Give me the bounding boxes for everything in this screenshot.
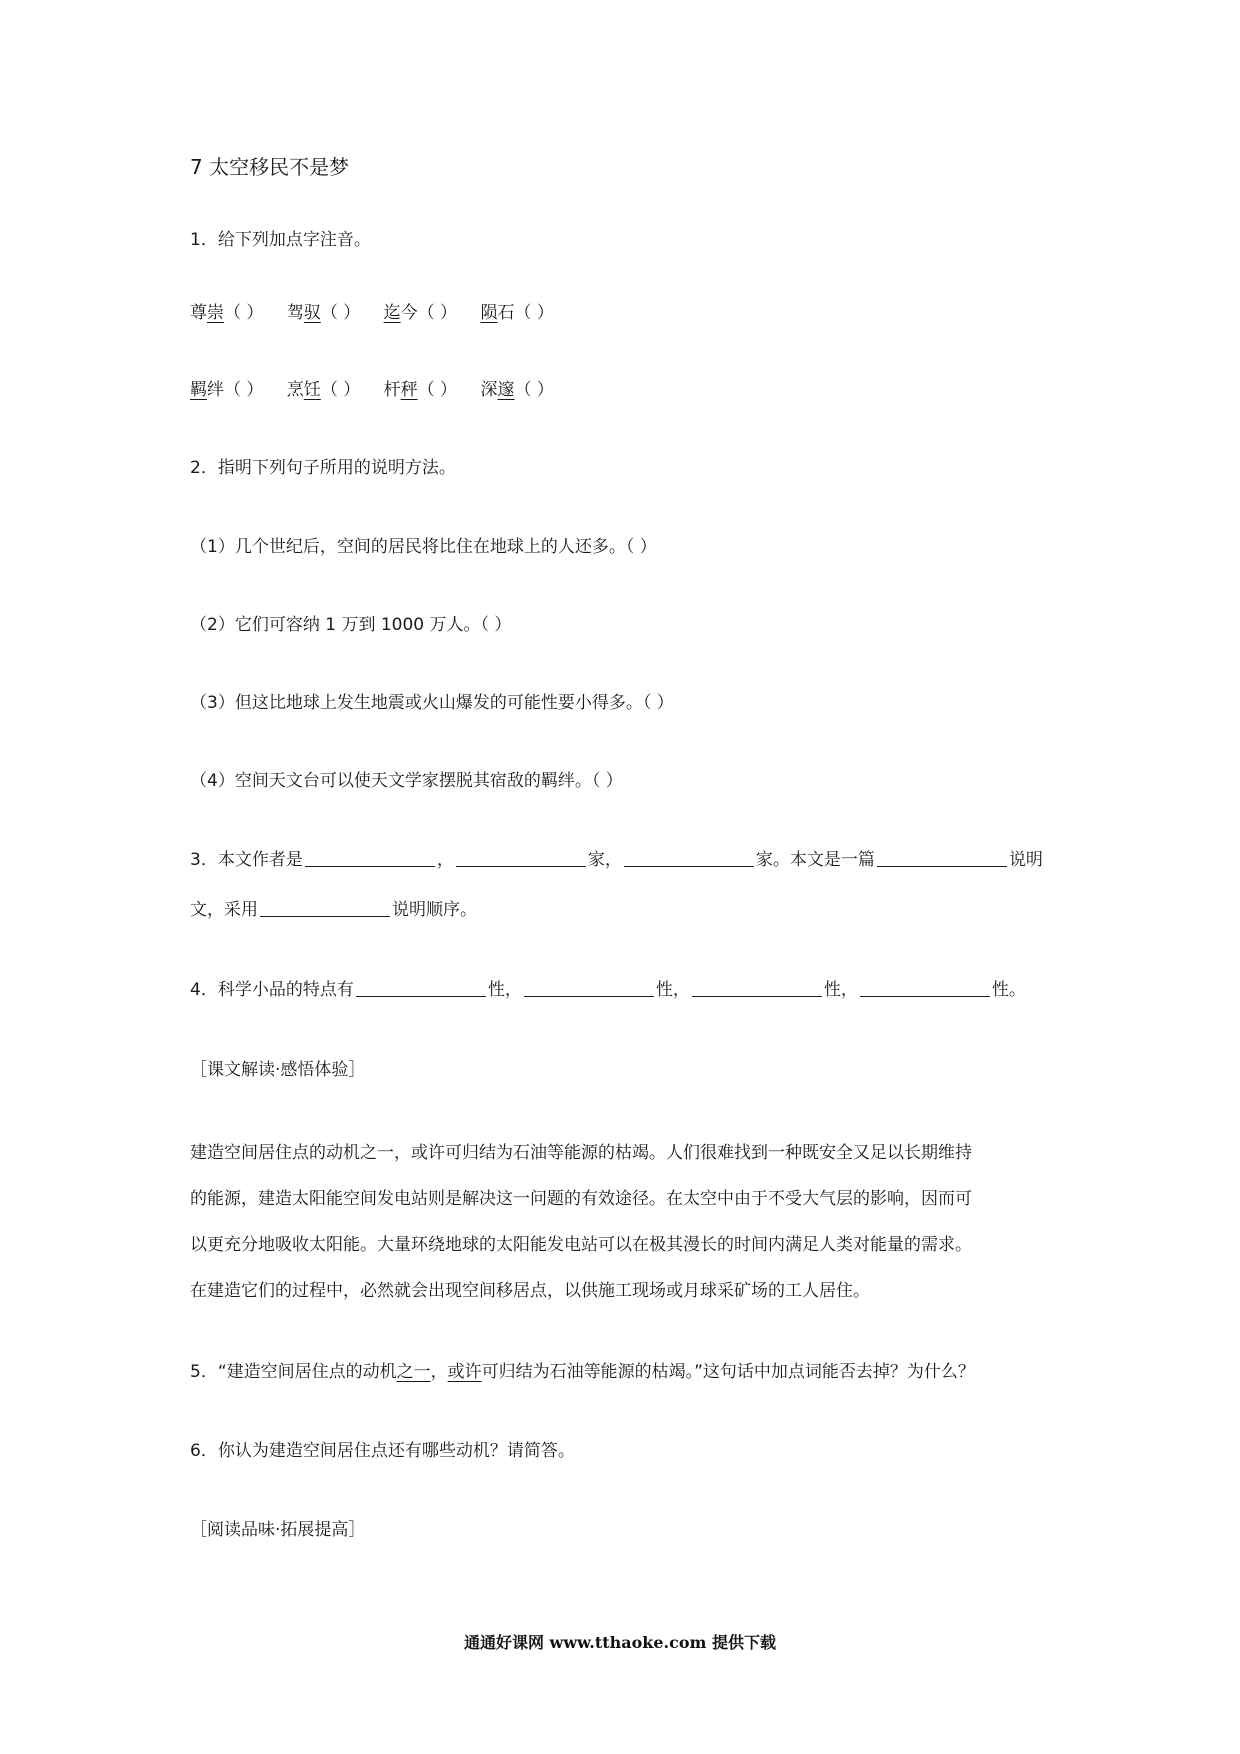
word-item: 尊崇（ ） xyxy=(190,303,264,323)
question-4: 4．科学小品的特点有 性， 性， 性， 性。 xyxy=(190,980,1026,1000)
pinyin-row-1 xyxy=(190,301,554,325)
answer-blank[interactable] xyxy=(456,848,586,867)
question-5: 5．“建造空间居住点的动机之一，或许可归结为石油等能源的枯竭。”这句话中加点词能否去掉？为什么？ xyxy=(190,1362,975,1382)
section-heading: ［课文解读·感悟体验］ xyxy=(190,1060,366,1080)
section-heading: ［阅读品味·拓展提高］ xyxy=(190,1520,366,1540)
answer-blank[interactable] xyxy=(356,978,486,997)
answer-blank[interactable] xyxy=(692,978,822,997)
question-2-item: （4）空间天文台可以使天文学家摆脱其宿敌的羁绊。（ ） xyxy=(190,771,623,791)
word-item: 驾驭（ ） xyxy=(286,303,361,323)
question-6: 6．你认为建造空间居住点还有哪些动机？请简答。 xyxy=(190,1441,575,1461)
word-item: 陨石（ ） xyxy=(480,303,554,323)
answer-blank[interactable] xyxy=(305,848,435,867)
passage-line: 以更充分地吸收太阳能。大量环绕地球的太阳能发电站可以在极其漫长的时间内满足人类对能量的需求。 xyxy=(190,1235,972,1255)
question-2-item: （1）几个世纪后，空间的居民将比住在地球上的人还多。（ ） xyxy=(190,537,657,557)
passage-line: 的能源，建造太阳能空间发电站则是解决这一问题的有效途径。在太空中由于不受大气层的影响，因而可 xyxy=(190,1189,972,1209)
answer-blank[interactable] xyxy=(524,978,654,997)
question-2-prompt: 2．指明下列句子所用的说明方法。 xyxy=(190,458,456,478)
page-footer: 通通好课网 www.tthaoke.com 提供下载 xyxy=(463,1633,777,1652)
question-3-line-2: 文，采用 说明顺序。 xyxy=(190,900,477,920)
answer-blank[interactable] xyxy=(624,848,754,867)
word-item: 迄今（ ） xyxy=(383,303,458,323)
lesson-title: 7 太空移民不是梦 xyxy=(190,155,350,179)
passage-line: 建造空间居住点的动机之一，或许可归结为石油等能源的枯竭。人们很难找到一种既安全又足以长期维持 xyxy=(190,1143,972,1163)
dotted-word: 之一 xyxy=(396,1362,431,1382)
question-2-item: （3）但这比地球上发生地震或火山爆发的可能性要小得多。（ ） xyxy=(190,693,674,713)
dotted-word: 或许 xyxy=(447,1362,482,1382)
answer-blank[interactable] xyxy=(877,848,1007,867)
answer-blank[interactable] xyxy=(860,978,990,997)
word-item: 烹饪（ ） xyxy=(286,380,361,400)
question-3-line-1: 3．本文作者是 ， 家， 家。本文是一篇 说明 xyxy=(190,850,1043,870)
word-item: 深邃（ ） xyxy=(480,380,554,400)
question-2-item: （2）它们可容纳 1 万到 1000 万人。（ ） xyxy=(190,615,512,635)
word-item: 羁绊（ ） xyxy=(190,380,264,400)
passage-line: 在建造它们的过程中，必然就会出现空间移居点，以供施工现场或月球采矿场的工人居住。 xyxy=(190,1281,870,1301)
question-1-prompt: 1．给下列加点字注音。 xyxy=(190,230,371,250)
answer-blank[interactable] xyxy=(260,898,390,917)
pinyin-row-2 xyxy=(190,378,554,402)
word-item: 杆秤（ ） xyxy=(383,380,458,400)
